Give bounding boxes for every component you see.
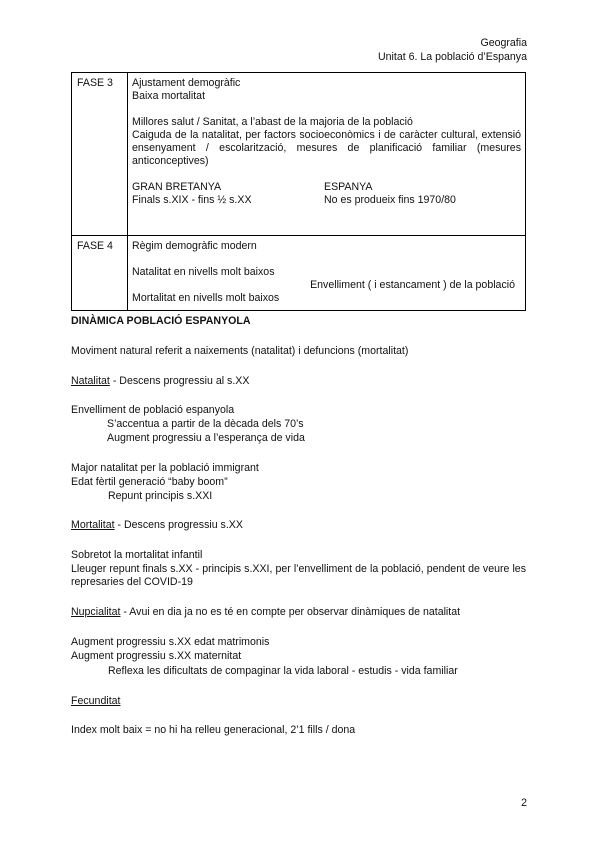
header-subject: Geografia [480,37,527,49]
repunt-line: Repunt principis s.XXI [108,490,213,502]
phase4-line4: Mortalitat en nivells molt baixos [132,292,280,304]
fecunditat-title: Fecunditat [71,695,121,707]
nupcialitat-text: - Avui en dia ja no es té en compte per observar dinàmiques de natalitat [120,606,461,618]
major-natalitat-line: Major natalitat per la població immigrant [71,462,259,474]
lleuger-repunt-paragraph: Lleuger repunt finals s.XX - principis s.XXI, per l’envelliment de la població, pendent de veure les represaries del COVID-19 [71,563,526,588]
phase3-content [128,73,526,236]
phase3-col1-title: GRAN BRETANYA [132,181,222,193]
mortalitat-line [71,519,243,532]
moviment-natural-line: Moviment natural referit a naixements (natalitat) i defuncions (mortalitat) [71,345,409,357]
phase4-content [128,236,526,311]
phase3-line1: Ajustament demogràfic [132,77,241,89]
phase3-comparison-values [132,194,521,207]
edat-fertil-line: Edat fèrtil generació “baby boom” [71,476,228,488]
envelliment-point-b: Augment progressiu a l’esperança de vida [107,432,305,444]
phase3-line3: Millores salut / Sanitat, a l’abast de la majoria de la població [132,116,413,128]
phase3-col1-text: Finals s.XIX - fins ½ s.XX [132,194,252,206]
phase3-paragraph: Caiguda de la natalitat, per factors socioeconòmics i de caràcter cultural, extensió ensenyament / escolarització, mesures de planificació familiar (mesures anticonceptives) [132,129,521,167]
mortalitat-text: - Descens progressiu s.XX [114,519,243,531]
natalitat-line [71,375,249,388]
phases-table [71,72,526,311]
phase3-col2-title: ESPANYA [324,181,373,193]
nupcialitat-title: Nupcialitat [71,606,121,618]
phase4-line1: Règim demogràfic modern [132,240,257,252]
augment-matrimonis-line: Augment progressiu s.XX edat matrimonis [71,636,270,648]
phase3-col2-text: No es produeix fins 1970/80 [324,194,456,206]
phase4-row [72,236,526,311]
phase3-line2: Baixa mortalitat [132,90,206,102]
reflexa-line: Reflexa les dificultats de compaginar la vida laboral - estudis - vida familiar [108,665,458,677]
phase4-line3: Envelliment ( i estancament ) de la població [310,279,515,291]
natalitat-text: - Descens progressiu al s.XX [109,375,250,387]
phase4-label: FASE 4 [72,236,128,311]
nupcialitat-line [71,606,460,619]
phase4-line2: Natalitat en nivells molt baixos [132,266,275,278]
index-line: Index molt baix = no hi ha relleu generacional, 2’1 fills / dona [71,724,356,736]
header-unit: Unitat 6. La població d’Espanya [377,51,527,63]
section-heading: DINÀMICA POBLACIÓ ESPANYOLA [71,315,251,327]
phase3-comparison-titles [132,181,521,194]
phase3-label: FASE 3 [72,73,128,236]
natalitat-title: Natalitat [71,375,110,387]
mortalitat-title: Mortalitat [71,519,115,531]
page-number: 2 [521,797,527,809]
sobretot-line: Sobretot la mortalitat infantil [71,549,203,561]
augment-maternitat-line: Augment progressiu s.XX maternitat [71,650,242,662]
envelliment-line: Envelliment de població espanyola [71,404,235,416]
envelliment-point-a: S’accentua a partir de la dècada dels 70’s [107,418,304,430]
phase3-row [72,73,526,236]
